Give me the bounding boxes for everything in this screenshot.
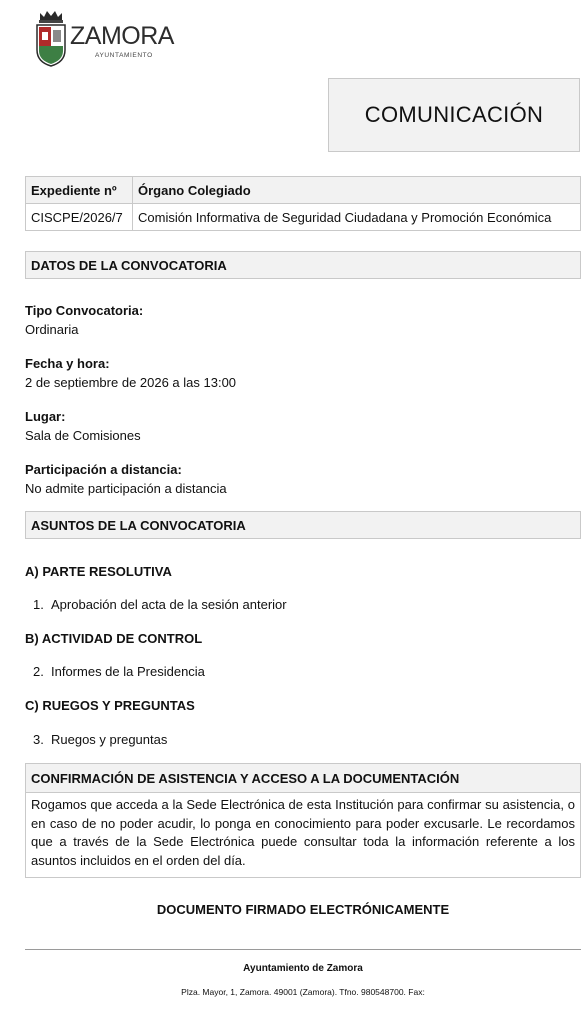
list-item	[33, 597, 287, 612]
brand-name: ZAMORA	[70, 22, 174, 50]
field-value-participacion: No admite participación a distancia	[25, 481, 227, 496]
part-b-title: B) ACTIVIDAD DE CONTROL	[25, 631, 203, 646]
item-text: Ruegos y preguntas	[51, 732, 168, 747]
zamora-crest-icon	[34, 8, 68, 68]
part-c-title: C) RUEGOS Y PREGUNTAS	[25, 698, 195, 713]
confirmacion-text: Rogamos que acceda a la Sede Electrónica de esta Institución para confirmar su asistencia, o en caso de no poder acudir, lo ponga en conocimiento para poder excusarle. Le recordamos que a través de la Sede Electrónica puede consultar toda la información referente a los asuntos incluidos en el orden del día.	[25, 792, 581, 878]
item-text: Aprobación del acta de la sesión anterior	[51, 597, 287, 612]
list-item	[33, 732, 167, 747]
section-asuntos-heading: ASUNTOS DE LA CONVOCATORIA	[25, 511, 581, 539]
item-number: 3.	[33, 732, 44, 747]
header-expediente: Expediente nº	[26, 177, 133, 204]
field-label-lugar: Lugar:	[25, 409, 66, 424]
field-label-fecha: Fecha y hora:	[25, 356, 110, 371]
item-text: Informes de la Presidencia	[51, 664, 205, 679]
field-value-lugar: Sala de Comisiones	[25, 428, 141, 443]
brand-subtitle: AYUNTAMIENTO	[95, 52, 153, 59]
footer-divider	[25, 949, 581, 950]
table-row	[26, 204, 581, 231]
footer-name: Ayuntamiento de Zamora	[243, 963, 363, 974]
item-number: 1.	[33, 597, 44, 612]
signed-notice: DOCUMENTO FIRMADO ELECTRÓNICAMENTE	[156, 902, 450, 917]
field-label-participacion: Participación a distancia:	[25, 462, 182, 477]
expediente-table	[25, 176, 581, 231]
table-header-row	[26, 177, 581, 204]
part-a-title: A) PARTE RESOLUTIVA	[25, 564, 172, 579]
field-label-tipo: Tipo Convocatoria:	[25, 303, 144, 318]
section-datos-heading: DATOS DE LA CONVOCATORIA	[25, 251, 581, 279]
footer-address: Plza. Mayor, 1, Zamora. 49001 (Zamora). Tfno. 980548700. Fax:	[181, 987, 425, 997]
document-title: COMUNICACIÓN	[328, 78, 580, 152]
cell-expediente: CISCPE/2026/7	[26, 204, 133, 231]
header-organo: Órgano Colegiado	[133, 177, 581, 204]
section-confirmacion-heading: CONFIRMACIÓN DE ASISTENCIA Y ACCESO A LA DOCUMENTACIÓN	[25, 763, 581, 793]
cell-organo: Comisión Informativa de Seguridad Ciudadana y Promoción Económica	[133, 204, 581, 231]
item-number: 2.	[33, 664, 44, 679]
field-value-tipo: Ordinaria	[25, 322, 79, 337]
list-item	[33, 664, 205, 679]
field-value-fecha: 2 de septiembre de 2026 a las 13:00	[25, 375, 237, 390]
